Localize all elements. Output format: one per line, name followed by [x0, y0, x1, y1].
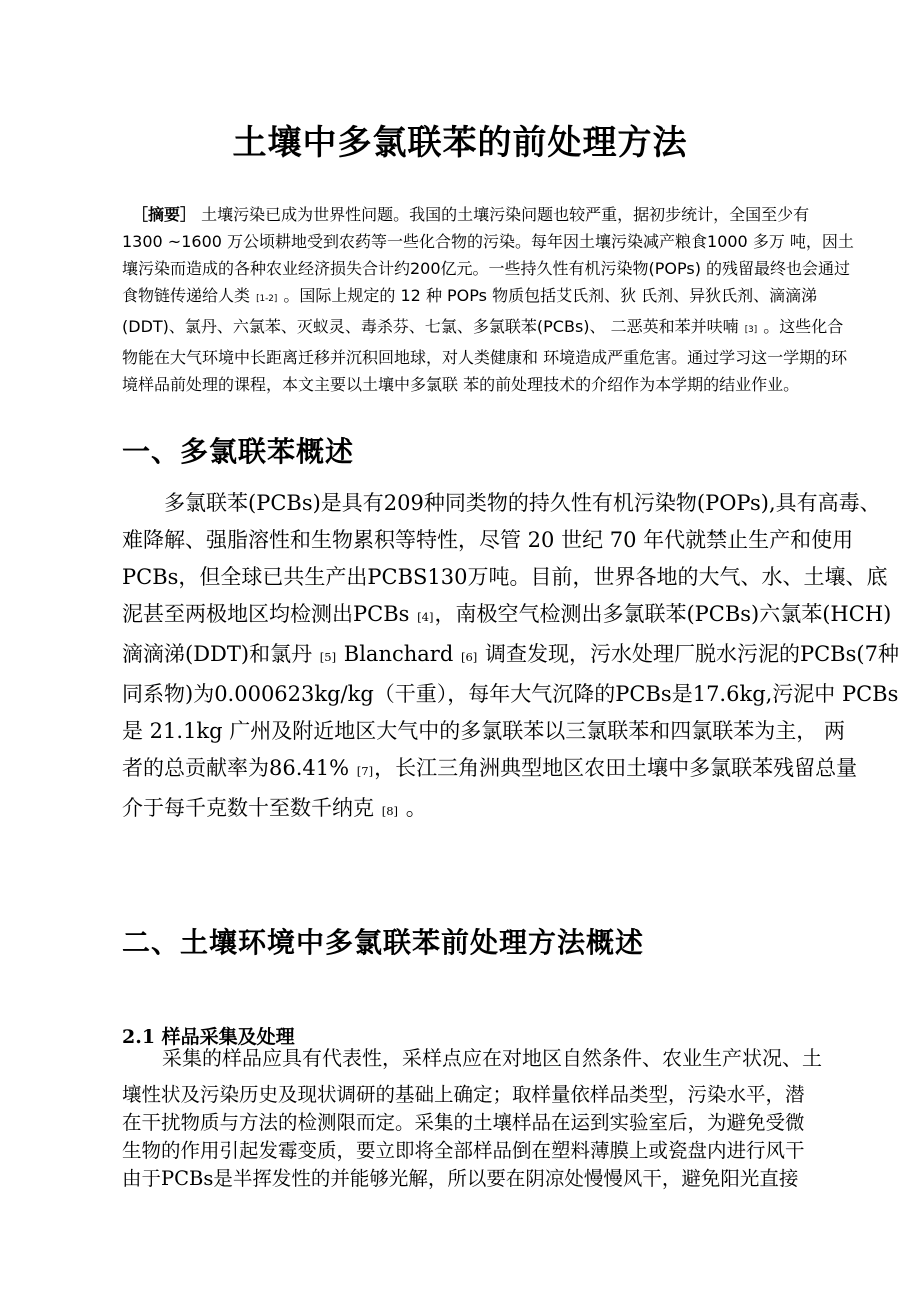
text-segment: PCBs，但全球已共生产出PCBS130万吨。目前，世界各地的大气、水、土壤、底 — [122, 565, 888, 589]
text-line — [122, 282, 818, 313]
text-segment: 1300 ~1600 万公顷耕地受到农药等一些化合物的污染。每年因土壤污染减产粮食1000 多万 吨，因土 — [122, 232, 854, 251]
text-segment: 者的总贡献率为86.41% — [122, 756, 356, 780]
text-line — [122, 676, 899, 713]
text-line — [122, 201, 810, 228]
text-line — [122, 790, 806, 830]
text-segment: Blanchard — [337, 642, 460, 666]
text-segment: 物能在大气环境中长距离迁移并沉积回地球，对人类健康和 环境造成严重危害。通过学习这一学期的环 — [122, 348, 848, 367]
text-segment: 生物的作用引起发霉变质，要立即将全部样品倒在塑料薄膜上或瓷盘内进行风干 — [122, 1139, 805, 1162]
citation-ref: [5] — [319, 650, 337, 664]
text-segment: 。这些化合 — [758, 317, 844, 336]
text-segment: 。 — [399, 796, 427, 820]
text-line — [122, 313, 844, 344]
subsection-2-1-heading: 2.1 样品采集及处理 — [122, 1026, 295, 1048]
text-line — [122, 1109, 806, 1137]
subsection-2-1-paragraph-body — [122, 1081, 806, 1193]
text-segment: ，南极空气检测出多氯联苯(PCBs)六氯苯(HCH) — [434, 602, 892, 626]
subsection-2-1-paragraph-lead — [122, 1043, 822, 1073]
text-line — [122, 228, 854, 255]
text-segment: 泥甚至两极地区均检测出PCBs — [122, 602, 417, 626]
citation-ref: [4] — [417, 610, 434, 624]
text-line — [122, 371, 804, 398]
text-segment: 土壤污染已成为世界性问题。我国的土壤污染问题也较严重，据初步统计，全国至少有 — [196, 205, 810, 224]
text-line — [122, 485, 881, 522]
citation-ref: [1-2] — [256, 294, 278, 304]
text-line — [122, 1081, 806, 1109]
document-title: 土壤中多氯联苯的前处理方法 — [232, 122, 688, 163]
text-segment: 滴滴涕(DDT)和氯丹 — [122, 642, 319, 666]
text-line — [122, 636, 899, 676]
text-segment: 在干扰物质与方法的检测限而定。采集的土壤样品在运到实验室后，为避免受微 — [122, 1111, 805, 1134]
citation-ref: [3] — [744, 325, 758, 335]
text-segment: 多氯联苯(PCBs)是具有209种同类物的持久性有机污染物(POPs),具有高毒、 — [164, 491, 881, 515]
text-line — [122, 1165, 806, 1193]
text-segment: 由于PCBs是半挥发性的并能够光解，所以要在阴凉处慢慢风干，避免阳光直接 — [122, 1167, 799, 1190]
text-segment: 壤污染而造成的各种农业经济损失合计约200亿元。一些持久性有机污染物(POPs) 的残留最终也会通过 — [122, 259, 851, 278]
text-segment: 同系物)为0.000623kg/kg（干重），每年大气沉降的PCBs是17.6kg,污泥中 PCBs — [122, 682, 899, 706]
text-segment: 是 21.1kg 广州及附近地区大气中的多氯联苯以三氯联苯和四氯联苯为主， 两 — [122, 719, 845, 743]
text-line — [122, 750, 858, 790]
text-segment: (DDT)、氯丹、六氯苯、灭蚁灵、毒杀芬、七氯、多氯联苯(PCBs)、 二恶英和苯并呋喃 — [122, 317, 744, 336]
text-line — [122, 1043, 822, 1073]
section2-heading: 二、土壤环境中多氯联苯前处理方法概述 — [122, 926, 645, 960]
section1-paragraph — [122, 485, 899, 830]
text-line — [122, 713, 845, 750]
text-line — [122, 559, 888, 596]
text-segment: ［摘要］ — [132, 205, 197, 224]
citation-ref: [7] — [356, 764, 374, 778]
citation-ref: [6] — [460, 650, 478, 664]
text-segment: 介于每千克数十至数千纳克 — [122, 796, 381, 820]
abstract-paragraph — [122, 201, 854, 398]
text-segment: ，长江三角洲典型地区农田土壤中多氯联苯残留总量 — [374, 756, 858, 780]
text-line — [122, 522, 854, 559]
text-segment: 。国际上规定的 12 种 POPs 物质包括艾氏剂、狄 氏剂、异狄氏剂、滴滴涕 — [278, 286, 818, 305]
text-line — [122, 1137, 806, 1165]
citation-ref: [8] — [381, 804, 399, 818]
text-segment: 食物链传递给人类 — [122, 286, 256, 305]
text-line — [122, 255, 851, 282]
text-segment: 壤性状及污染历史及现状调研的基础上确定；取样量依样品类型，污染水平，潜 — [122, 1083, 805, 1106]
text-segment: 难降解、强脂溶性和生物累积等特性，尽管 20 世纪 70 年代就禁止生产和使用 — [122, 528, 854, 552]
text-segment: 调查发现，污水处理厂脱水污泥的PCBs(7种 — [478, 642, 899, 666]
text-segment: 境样品前处理的课程，本文主要以土壤中多氯联 苯的前处理技术的介绍作为本学期的结业作业。 — [122, 375, 800, 394]
section1-heading: 一、多氯联苯概述 — [122, 435, 355, 469]
text-segment: 采集的样品应具有代表性，采样点应在对地区自然条件、农业生产状况、土 — [162, 1046, 822, 1070]
text-line — [122, 596, 892, 636]
text-line — [122, 344, 848, 371]
